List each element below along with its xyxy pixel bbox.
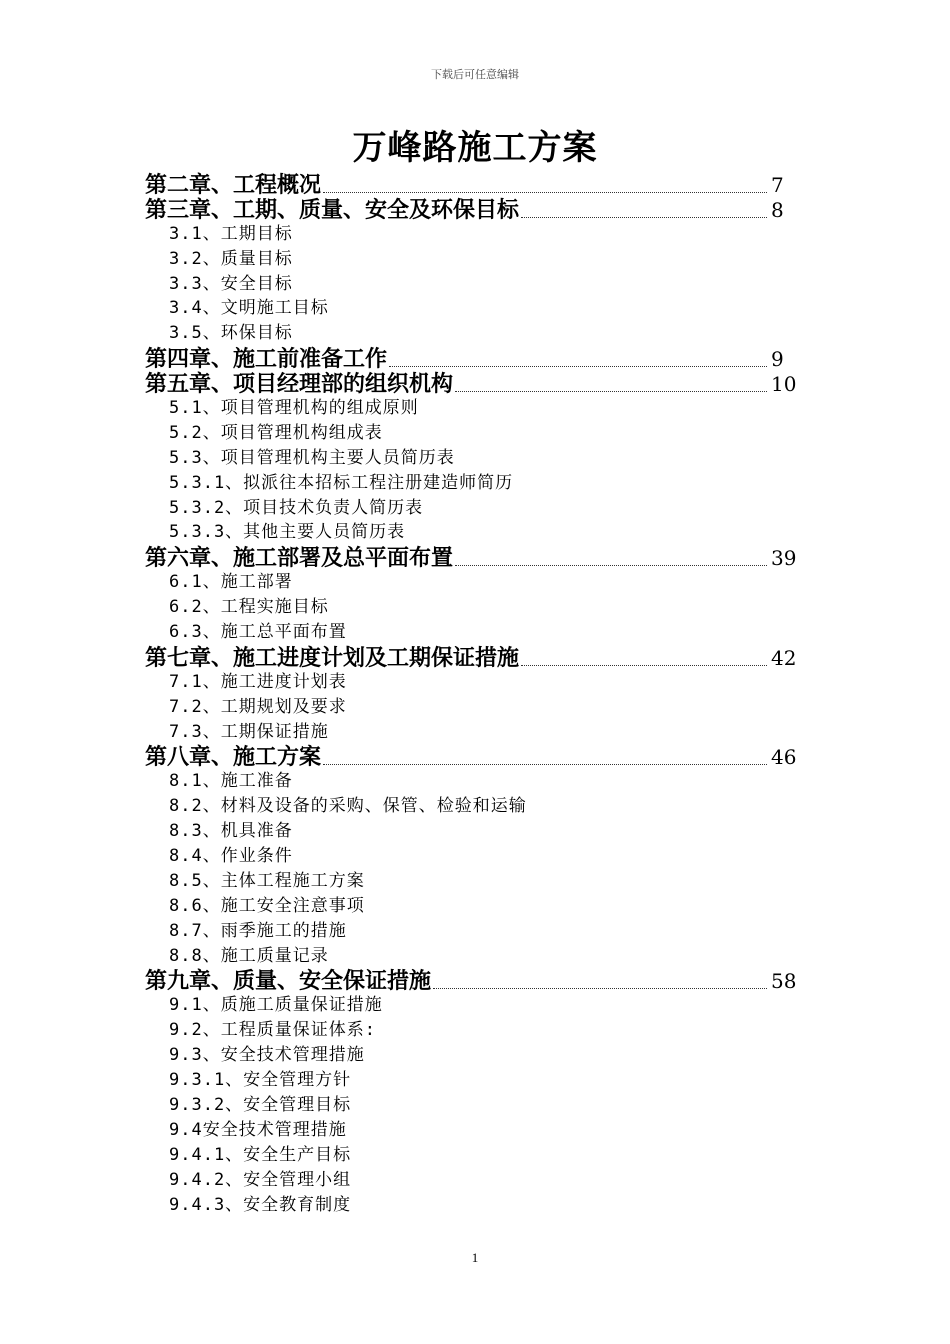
- toc-dot-leader: [323, 191, 767, 193]
- toc-section-entry[interactable]: 5.3.3、其他主要人员简历表: [169, 522, 406, 543]
- toc-chapter-title: 第三章、工期、质量、安全及环保目标: [145, 196, 520, 223]
- toc-section-entry[interactable]: 3.3、安全目标: [169, 273, 293, 294]
- toc-section-entry[interactable]: 7.2、工期规划及要求: [169, 696, 347, 717]
- toc-page-number: 7: [771, 172, 784, 197]
- toc-section-entry[interactable]: 8.8、施工质量记录: [169, 945, 329, 966]
- toc-section-entry[interactable]: 6.3、施工总平面布置: [169, 622, 347, 643]
- toc-page-number: 46: [771, 745, 797, 770]
- toc-section-entry[interactable]: 5.3、项目管理机构主要人员简历表: [169, 447, 455, 468]
- toc-dot-leader: [521, 216, 767, 218]
- toc-chapter-title: 第九章、质量、安全保证措施: [145, 968, 432, 995]
- toc-section-entry[interactable]: 8.6、施工安全注意事项: [169, 895, 365, 916]
- toc-section-entry[interactable]: 3.1、工期目标: [169, 223, 293, 244]
- toc-section-entry[interactable]: 5.1、项目管理机构的组成原则: [169, 398, 419, 419]
- toc-section-entry[interactable]: 9.1、质施工质量保证措施: [169, 995, 383, 1016]
- toc-section-entry[interactable]: 8.4、作业条件: [169, 846, 293, 867]
- toc-chapter-title: 第二章、工程概况: [145, 171, 322, 198]
- toc-section-entry[interactable]: 9.3.1、安全管理方针: [169, 1070, 352, 1091]
- toc-section-entry[interactable]: 9.4.2、安全管理小组: [169, 1169, 352, 1190]
- toc-section-entry[interactable]: 5.2、项目管理机构组成表: [169, 422, 383, 443]
- toc-section-entry[interactable]: 9.4安全技术管理措施: [169, 1119, 347, 1140]
- toc-dot-leader: [323, 763, 767, 765]
- toc-chapter-title: 第七章、施工进度计划及工期保证措施: [145, 644, 520, 671]
- toc-chapter-title: 第六章、施工部署及总平面布置: [145, 545, 454, 572]
- toc-dot-leader: [389, 365, 767, 367]
- toc-page-number: 39: [771, 546, 797, 571]
- toc-section-entry[interactable]: 5.3.2、项目技术负责人简历表: [169, 497, 424, 518]
- toc-chapter-entry[interactable]: [145, 744, 805, 769]
- toc-page-number: 9: [771, 347, 784, 372]
- toc-chapter-entry[interactable]: [145, 969, 805, 994]
- toc-dot-leader: [455, 564, 767, 566]
- toc-section-entry[interactable]: 9.2、工程质量保证体系:: [169, 1020, 376, 1041]
- toc-chapter-entry[interactable]: [145, 197, 805, 222]
- toc-section-entry[interactable]: 3.4、文明施工目标: [169, 298, 329, 319]
- toc-page-number: 10: [771, 372, 797, 397]
- toc-section-entry[interactable]: 5.3.1、拟派往本招标工程注册建造师简历: [169, 472, 514, 493]
- toc-section-entry[interactable]: 9.4.3、安全教育制度: [169, 1194, 352, 1215]
- toc-section-entry[interactable]: 6.1、施工部署: [169, 572, 293, 593]
- page-number: 1: [471, 1250, 479, 1265]
- toc-section-entry[interactable]: 3.5、环保目标: [169, 323, 293, 344]
- toc-chapter-title: 第四章、施工前准备工作: [145, 346, 388, 373]
- toc-page-number: 8: [771, 197, 784, 222]
- toc-dot-leader: [455, 390, 767, 392]
- toc-section-entry[interactable]: 9.3、安全技术管理措施: [169, 1045, 365, 1066]
- toc-chapter-entry[interactable]: [145, 371, 805, 396]
- toc-page-number: 58: [771, 969, 797, 994]
- toc-section-entry[interactable]: 8.1、施工准备: [169, 771, 293, 792]
- toc-section-entry[interactable]: 3.2、质量目标: [169, 248, 293, 269]
- toc-section-entry[interactable]: 7.3、工期保证措施: [169, 721, 329, 742]
- toc-section-entry[interactable]: 7.1、施工进度计划表: [169, 671, 347, 692]
- toc-section-entry[interactable]: 9.3.2、安全管理目标: [169, 1094, 352, 1115]
- toc-page-number: 42: [771, 645, 797, 670]
- toc-chapter-title: 第五章、项目经理部的组织机构: [145, 371, 454, 398]
- toc-section-entry[interactable]: 8.2、材料及设备的采购、保管、检验和运输: [169, 796, 527, 817]
- document-title: 万峰路施工方案: [352, 128, 598, 168]
- table-of-contents: [145, 172, 805, 1217]
- toc-chapter-entry[interactable]: [145, 645, 805, 670]
- toc-chapter-entry[interactable]: [145, 346, 805, 371]
- toc-chapter-title: 第八章、施工方案: [145, 744, 322, 771]
- toc-chapter-entry[interactable]: [145, 545, 805, 570]
- toc-section-entry[interactable]: 8.3、机具准备: [169, 821, 293, 842]
- toc-section-entry[interactable]: 8.7、雨季施工的措施: [169, 920, 347, 941]
- page-header-note: 下载后可任意编辑: [431, 68, 519, 81]
- toc-dot-leader: [433, 987, 767, 989]
- toc-section-entry[interactable]: 8.5、主体工程施工方案: [169, 870, 365, 891]
- toc-chapter-entry[interactable]: [145, 172, 805, 197]
- toc-section-entry[interactable]: 6.2、工程实施目标: [169, 597, 329, 618]
- toc-dot-leader: [521, 664, 767, 666]
- toc-section-entry[interactable]: 9.4.1、安全生产目标: [169, 1144, 352, 1165]
